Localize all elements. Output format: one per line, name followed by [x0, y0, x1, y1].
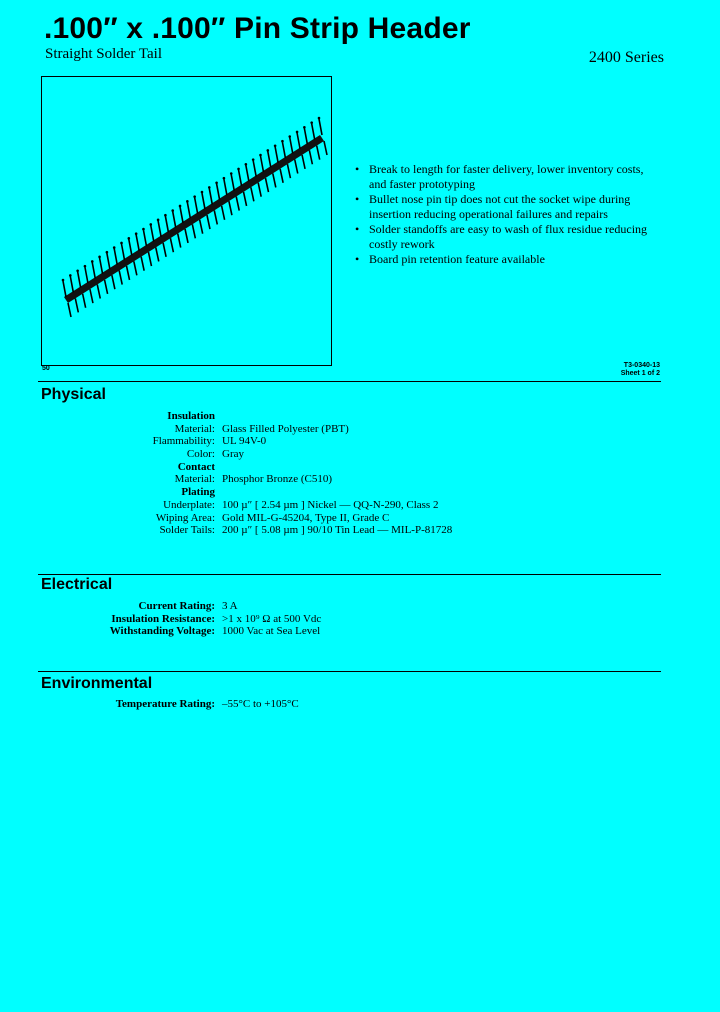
spec-row: Solder Tails: 200 µ″ [ 5.08 µm ] 90/10 Tin Lead — MIL-P-81728: [159, 524, 453, 537]
electrical-spec-table: [0, 600, 720, 638]
bullet-icon: •: [355, 192, 360, 206]
bullet-icon: •: [355, 162, 360, 176]
spec-row: Current Rating: 3 A: [138, 600, 238, 612]
spec-row: Color: Gray: [186, 448, 244, 461]
pin-strip-drawing: [62, 117, 327, 317]
plating-heading: Plating: [181, 486, 215, 499]
bullet-icon: •: [355, 252, 360, 266]
figure-number: 50: [42, 365, 50, 372]
section-divider: [38, 381, 661, 382]
spec-row: Wiping Area: Gold MIL-G-45204, Type II, Grade C: [155, 511, 390, 524]
list-item: • Break to length for faster delivery, lower inventory costs, and faster prototyping: [355, 162, 644, 191]
spec-row: Material: Glass Filled Polyester (PBT): [174, 422, 349, 435]
series-label: 2400 Series: [588, 49, 664, 66]
list-item: • Bullet nose pin tip does not cut the socket wipe during insertion reducing operational failures and repairs: [355, 192, 631, 221]
contact-heading: Contact: [177, 460, 215, 473]
spec-row: Underplate: 100 µ″ [ 2.54 µm ] Nickel — QQ-N-290, Class 2: [163, 498, 439, 511]
list-item: • Solder standoffs are easy to wash of flux residue reducing costly rework: [355, 222, 648, 251]
page-title: .100″ x .100″ Pin Strip Header: [44, 12, 471, 45]
pin-strip-header-image: [42, 77, 331, 365]
environmental-spec-table: [0, 698, 720, 711]
section-title-environmental: Environmental: [41, 675, 153, 692]
product-image-frame: [41, 76, 332, 366]
section-divider: [38, 574, 661, 575]
doc-code: T3-0340-13: [623, 362, 660, 369]
section-title-electrical: Electrical: [41, 576, 113, 593]
physical-spec-table: [0, 410, 720, 537]
page-subtitle: Straight Solder Tail: [45, 46, 162, 62]
section-divider: [38, 671, 661, 672]
list-item: • Board pin retention feature available: [355, 252, 545, 266]
insulation-heading: Insulation: [167, 410, 215, 422]
spec-row: Insulation Resistance: >1 x 10⁹ Ω at 500 Vdc: [111, 612, 322, 625]
spec-row: Flammability: UL 94V-0: [152, 435, 267, 448]
spec-row: Withstanding Voltage: 1000 Vac at Sea Level: [109, 625, 321, 638]
document-number: [621, 362, 660, 378]
sheet-number: Sheet 1 of 2: [620, 370, 660, 377]
feature-list: [355, 162, 655, 267]
spec-row: Material: Phosphor Bronze (C510): [174, 473, 332, 486]
spec-row: Temperature Rating: –55°C to +105°C: [115, 698, 299, 710]
section-title-physical: Physical: [41, 386, 106, 403]
bullet-icon: •: [355, 222, 360, 236]
